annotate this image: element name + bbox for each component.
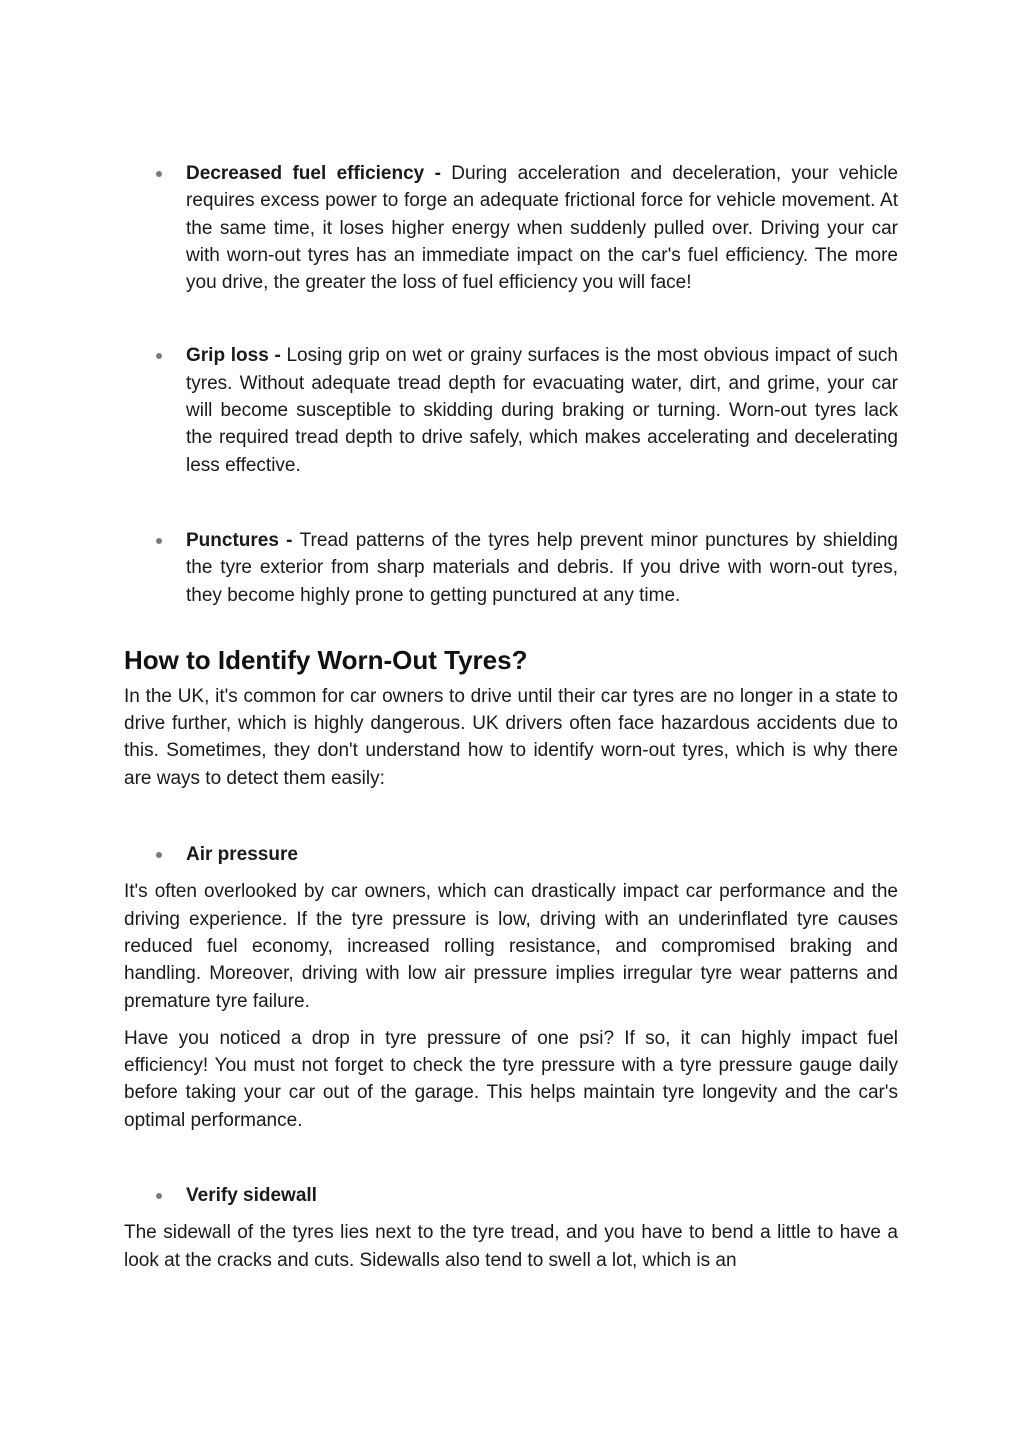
bullet-air-pressure xyxy=(124,841,898,868)
bullet-label: Decreased fuel efficiency - xyxy=(186,163,452,184)
bullet-paragraph xyxy=(186,342,898,478)
bullet-dot-icon xyxy=(156,171,162,177)
bullet-text: During acceleration and deceleration, your vehicle requires excess power to forge an adequate frictional force for vehicle movement. At the same time, it loses higher energy when suddenly pulled over. Driving your car with worn-out tyres has an immediate impact on the car's fuel efficiency. The more you drive, the greater the loss of fuel efficiency you will face! xyxy=(186,163,899,294)
bullet-label: Grip loss - xyxy=(186,345,287,367)
subheading-verify-sidewall: Verify sidewall xyxy=(186,1185,317,1207)
section-intro: In the UK, it's common for car owners to drive until their car tyres are no longer in a state to drive further, which is highly dangerous. UK drivers often face hazardous accidents due to this. Sometimes, they don't understand how to identify worn-out tyres, which is why there are ways to detect them easily: xyxy=(124,685,898,789)
bullet-text: Tread patterns of the tyres help prevent minor punctures by shielding the tyre exterior from sharp materials and debris. If you drive with worn-out tyres, they become highly prone to getting punctured at any time. xyxy=(186,529,898,606)
bullet-label: Punctures - xyxy=(186,529,300,551)
subheading-air-pressure: Air pressure xyxy=(186,844,298,866)
section-heading: How to Identify Worn-Out Tyres? xyxy=(124,644,528,675)
bullet-paragraph xyxy=(186,527,898,609)
bullet-dot-icon xyxy=(156,353,162,359)
air-pressure-paragraph-2: Have you noticed a drop in tyre pressure of one psi? If so, it can highly impact fuel efficiency! You must not forget to check the tyre pressure with a tyre pressure gauge daily before taking your car out of the garage. This helps maintain tyre longevity and the car's optimal performance. xyxy=(124,1027,898,1131)
bullet-paragraph xyxy=(186,160,898,296)
bullet-punctures xyxy=(124,527,898,609)
air-pressure-paragraph-1: It's often overlooked by car owners, which can drastically impact car performance and the driving experience. If the tyre pressure is low, driving with an underinflated tyre causes reduced fuel economy, increased rolling resistance, and compromised braking and handling. Moreover, driving with low air pressure implies irregular tyre wear patterns and premature tyre failure. xyxy=(124,881,898,1012)
sidewall-paragraph-1: The sidewall of the tyres lies next to the tyre tread, and you have to bend a little to have a look at the cracks and cuts. Sidewalls also tend to swell a lot, which is an xyxy=(124,1222,898,1271)
bullet-grip-loss xyxy=(124,342,898,478)
document-page xyxy=(124,160,898,1274)
bullet-dot-icon xyxy=(156,538,162,544)
bullet-fuel-efficiency xyxy=(124,160,898,296)
bullet-verify-sidewall xyxy=(124,1182,898,1209)
bullet-dot-icon xyxy=(156,852,162,858)
bullet-dot-icon xyxy=(156,1193,162,1199)
bullet-text: Losing grip on wet or grainy surfaces is the most obvious impact of such tyres. Without adequate tread depth for evacuating water, dirt, and grime, your car will become susceptible to skidding during braking or turning. Worn-out tyres lack the required tread depth to drive safely, which makes accelerating and decelerating less effective. xyxy=(186,345,898,476)
